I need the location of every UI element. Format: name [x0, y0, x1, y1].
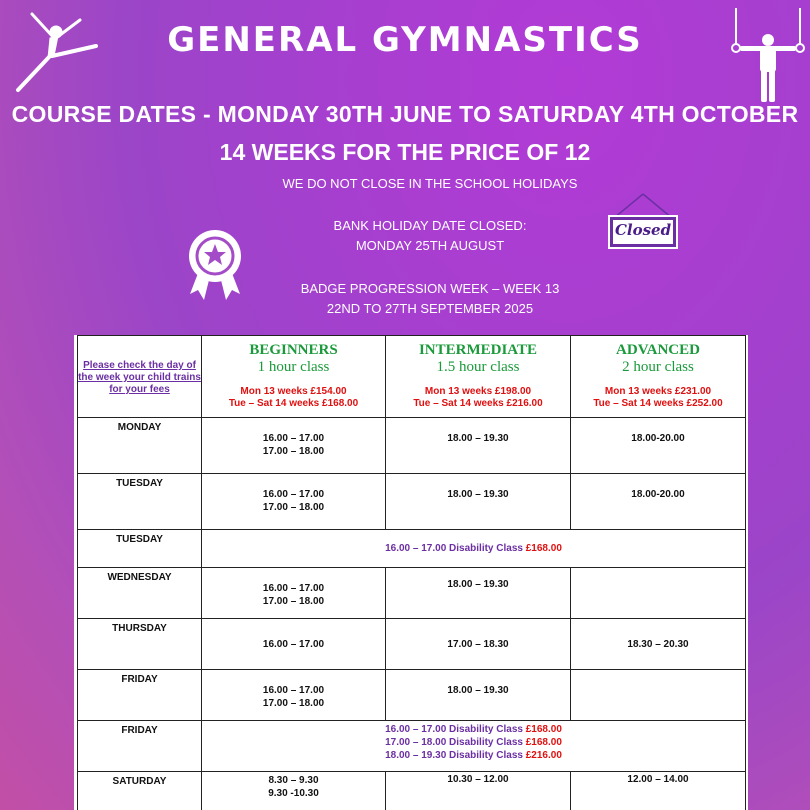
day-cell: SATURDAY [78, 772, 202, 810]
offer-text: 14 WEEKS FOR THE PRICE OF 12 [219, 139, 591, 165]
header-row [78, 336, 746, 418]
disability-class-price: £168.00 [525, 737, 562, 748]
time-slot: 18.00-20.00 [631, 489, 685, 500]
intermediate-cell [386, 772, 571, 810]
holidays-note: WE DO NOT CLOSE IN THE SCHOOL HOLIDAYS [282, 176, 578, 191]
time-slot: 8.30 – 9.30 [268, 775, 319, 786]
day-cell: FRIDAY [78, 721, 202, 772]
level-advanced [571, 336, 746, 418]
beginners-cell [202, 568, 386, 619]
table-row [78, 721, 746, 772]
table-row [78, 568, 746, 619]
level-beginners [202, 336, 386, 418]
time-slot: 16.00 – 17.00 [262, 583, 325, 594]
intermediate-cell [386, 418, 571, 474]
bank-holiday-label: BANK HOLIDAY DATE CLOSED: [333, 218, 527, 233]
badge-week-label: BADGE PROGRESSION WEEK – WEEK 13 [300, 281, 560, 296]
table-row [78, 670, 746, 721]
time-slot: 17.00 – 18.00 [262, 596, 325, 607]
disability-class-cell [202, 721, 746, 772]
intermediate-cell [386, 568, 571, 619]
level-name: INTERMEDIATE [418, 342, 538, 358]
disability-class-text: 18.00 – 19.30 Disability Class [385, 750, 523, 761]
level-name: ADVANCED [616, 342, 700, 358]
advanced-cell [571, 772, 746, 810]
table-row [78, 530, 746, 568]
timetable [74, 335, 748, 810]
time-slot: 17.00 – 18.30 [447, 638, 509, 650]
table-row [78, 474, 746, 530]
disability-class-cell [202, 530, 746, 568]
check-note: Please check the day of the week your child trains for your fees [78, 336, 202, 418]
disability-class-line [202, 736, 745, 749]
level-intermediate [386, 336, 571, 418]
disability-class-text: 16.00 – 17.00 Disability Class [385, 543, 523, 554]
price-mon: Mon 13 weeks £198.00 [424, 386, 532, 397]
intermediate-cell [386, 474, 571, 530]
intermediate-cell [386, 670, 571, 721]
advanced-cell [571, 418, 746, 474]
advanced-cell [571, 474, 746, 530]
day-cell: FRIDAY [78, 670, 202, 721]
day-cell: TUESDAY [78, 530, 202, 568]
time-slot: 18.00 – 19.30 [447, 433, 509, 444]
beginners-cell [202, 619, 386, 670]
closed-sign-icon [606, 192, 680, 257]
day-cell: WEDNESDAY [78, 568, 202, 619]
time-slot: 9.30 -10.30 [268, 788, 319, 799]
time-slot: 12.00 – 14.00 [627, 774, 689, 785]
bank-holiday-date: MONDAY 25TH AUGUST [355, 238, 505, 253]
time-slot: 16.00 – 17.00 [262, 685, 325, 696]
disability-class-line [202, 749, 745, 762]
time-slot: 16.00 – 17.00 [262, 433, 325, 444]
level-duration: 2 hour class [622, 359, 694, 375]
beginners-cell [202, 670, 386, 721]
price-mon: Mon 13 weeks £231.00 [604, 386, 712, 397]
table-row [78, 619, 746, 670]
advanced-cell [571, 568, 746, 619]
advanced-cell [571, 670, 746, 721]
price-mon: Mon 13 weeks £154.00 [240, 386, 347, 397]
time-slot: 17.00 – 18.00 [262, 502, 325, 513]
disability-class-text: 16.00 – 17.00 Disability Class [385, 724, 523, 735]
beginners-cell [202, 474, 386, 530]
course-dates: COURSE DATES - MONDAY 30TH JUNE TO SATURDAY 4TH OCTOBER [11, 101, 799, 127]
price-tue-sat: Tue – Sat 14 weeks £168.00 [228, 398, 359, 409]
day-cell: TUESDAY [78, 474, 202, 530]
day-cell: THURSDAY [78, 619, 202, 670]
closed-sign-text: Closed [614, 221, 672, 239]
advanced-cell [571, 619, 746, 670]
disability-class-price: £216.00 [525, 750, 562, 761]
time-slot: 18.00 – 19.30 [447, 489, 509, 500]
time-slot: 17.00 – 18.00 [262, 698, 325, 709]
table-row [78, 772, 746, 810]
time-slot: 10.30 – 12.00 [447, 774, 509, 785]
day-cell: MONDAY [78, 418, 202, 474]
time-slot: 17.00 – 18.00 [262, 446, 325, 457]
time-slot: 16.00 – 17.00 [262, 638, 325, 650]
disability-class-line [202, 723, 745, 736]
level-duration: 1 hour class [257, 359, 330, 375]
intermediate-cell [386, 619, 571, 670]
beginners-cell [202, 418, 386, 474]
time-slot: 16.00 – 17.00 [262, 489, 325, 500]
level-duration: 1.5 hour class [436, 359, 520, 375]
disability-class-text: 17.00 – 18.00 Disability Class [385, 737, 523, 748]
page-title: GENERAL GYMNASTICS [167, 20, 643, 60]
disability-class-price: £168.00 [525, 543, 562, 554]
price-tue-sat: Tue – Sat 14 weeks £216.00 [413, 398, 543, 409]
time-slot: 18.00 – 19.30 [447, 685, 509, 696]
time-slot: 18.00 – 19.30 [447, 579, 509, 590]
price-tue-sat: Tue – Sat 14 weeks £252.00 [593, 398, 723, 409]
table-row [78, 418, 746, 474]
beginners-cell [202, 772, 386, 810]
level-name: BEGINNERS [249, 342, 338, 358]
award-badge-icon [182, 228, 248, 308]
badge-week-dates: 22ND TO 27TH SEPTEMBER 2025 [326, 301, 534, 316]
disability-class-price: £168.00 [525, 724, 562, 735]
time-slot: 18.30 – 20.30 [627, 638, 689, 650]
time-slot: 18.00-20.00 [631, 433, 685, 444]
